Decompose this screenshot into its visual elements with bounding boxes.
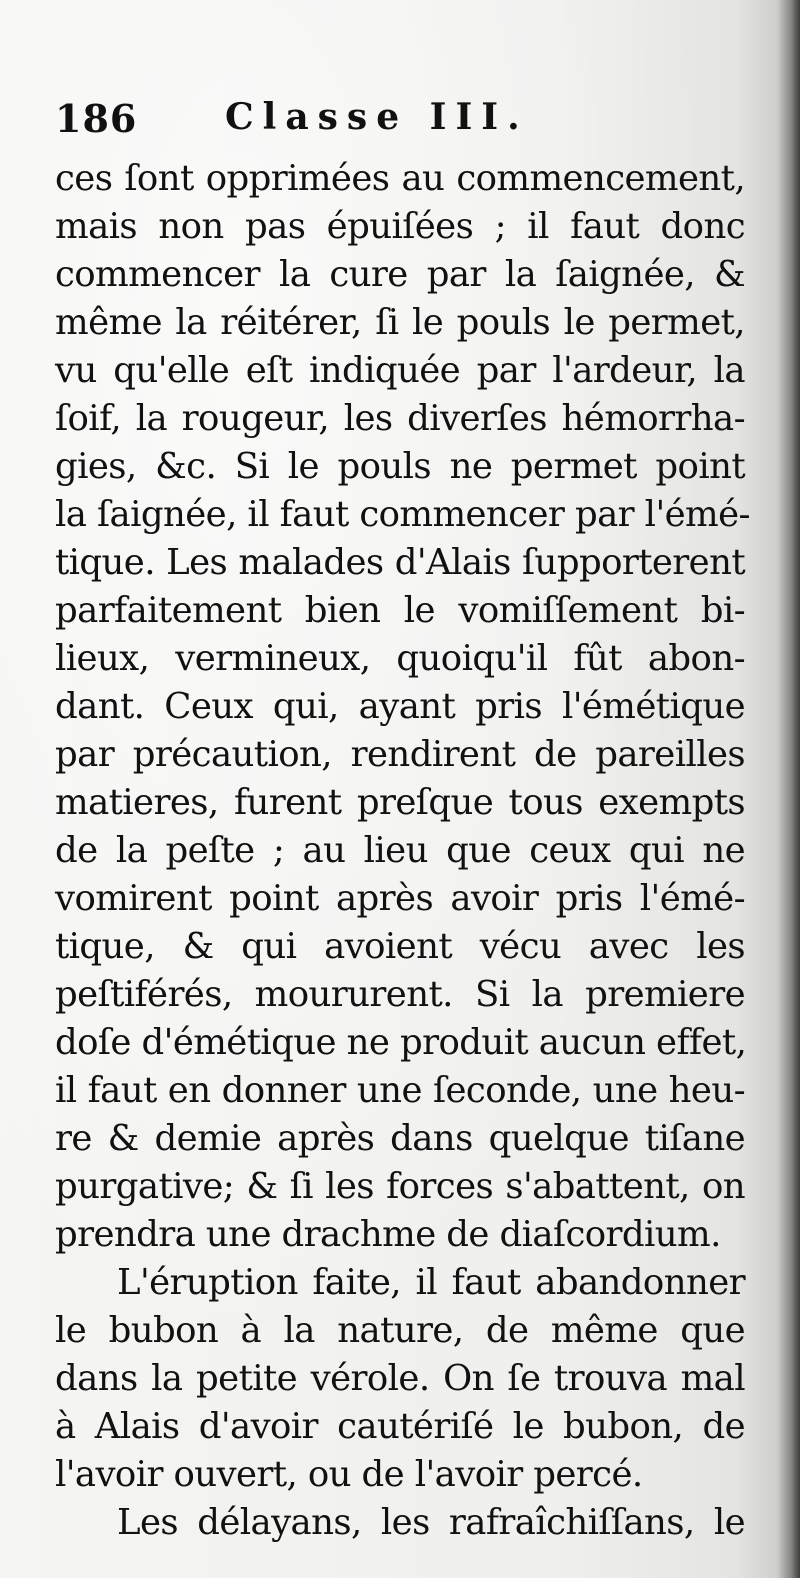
text-line: vomirent point après avoir pris l'émé-	[55, 878, 745, 919]
paragraph-end-line: prendra une drachme de diaſcordium.	[55, 1214, 721, 1255]
text-line: peſtiférés, moururent. Si la premiere	[55, 974, 745, 1015]
text-line: de la peſte ; au lieu que ceux qui ne	[55, 830, 745, 871]
text-line: commencer la cure par la ſaignée, &	[55, 254, 745, 295]
text-line: tique. Les malades d'Alais ſupporterent	[55, 542, 745, 583]
text-line: purgative; & ſi les forces s'abattent, on	[55, 1166, 745, 1207]
text-line: ces ſont opprimées au commencement,	[55, 158, 745, 199]
text-line: ſoif, la rougeur, les diverſes hémorrha-	[55, 398, 745, 439]
paragraph-start-line: L'éruption faite, il faut abandonner	[117, 1262, 745, 1303]
text-line: tique, & qui avoient vécu avec les	[55, 926, 745, 967]
text-line: à Alais d'avoir cautériſé le bubon, de	[55, 1406, 745, 1447]
paragraph-start-line: Les délayans, les rafraîchiſſans, le	[117, 1502, 745, 1543]
text-line: gies, &c. Si le pouls ne permet point	[55, 446, 745, 487]
text-line: matieres, furent preſque tous exempts	[55, 782, 745, 823]
text-line: vu qu'elle eſt indiquée par l'ardeur, la	[55, 350, 745, 391]
text-line: re & demie après dans quelque tiſane	[55, 1118, 745, 1159]
text-line: lieux, vermineux, quoiqu'il fût abon-	[55, 638, 745, 679]
body-text	[55, 155, 750, 1547]
text-line: dans la petite vérole. On ſe trouva mal	[55, 1358, 745, 1399]
text-line: il faut en donner une ſeconde, une heu-	[55, 1070, 745, 1111]
text-line: dant. Ceux qui, ayant pris l'émétique	[55, 686, 745, 727]
paragraph-end-line: l'avoir ouvert, ou de l'avoir percé.	[55, 1454, 643, 1495]
page-number: 186	[55, 96, 138, 141]
text-line: par précaution, rendirent de pareilles	[55, 734, 745, 775]
text-line: la ſaignée, il faut commencer par l'émé-	[55, 494, 750, 535]
page-gutter-shadow	[778, 0, 800, 1578]
text-line: le bubon à la nature, de même que	[55, 1310, 745, 1351]
text-line: doſe d'émétique ne produit aucun effet,	[55, 1022, 747, 1063]
text-line: parfaitement bien le vomiſſement bi-	[55, 590, 745, 631]
text-line: même la réitérer, ſi le pouls le permet,	[55, 302, 745, 343]
running-head: Classe III.	[225, 96, 529, 138]
text-line: mais non pas épuiſées ; il faut donc	[55, 206, 745, 247]
